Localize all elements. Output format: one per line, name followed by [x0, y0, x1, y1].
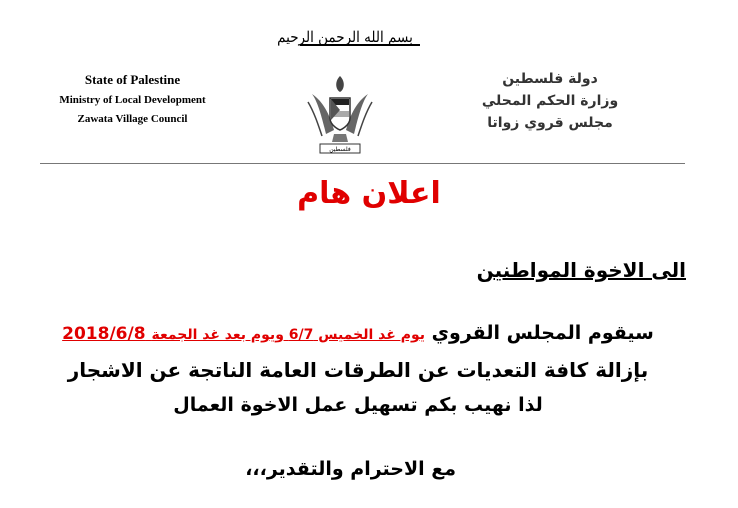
- header-divider: [40, 163, 685, 164]
- closing-regards: مع الاحترام والتقدير،،،: [245, 458, 456, 480]
- line1-highlighted-days: يوم غد الخميس 6/7 ويوم بعد غد الجمعة: [151, 327, 425, 343]
- arabic-letterhead: [470, 68, 630, 134]
- announcement-line-3: لذا نهيب بكم تسهيل عمل الاخوة العمال: [173, 394, 543, 416]
- english-state-name: State of Palestine: [84, 72, 181, 87]
- line1-text: سيقوم المجلس القروي: [425, 322, 654, 344]
- basmala-calligraphy: بسم الله الرحمن الرحيم: [277, 28, 413, 46]
- arabic-ministry-name: وزارة الحكم المحلي: [481, 93, 619, 109]
- announcement-title: اعلان هام: [297, 176, 441, 211]
- basmala-underline: [300, 44, 420, 46]
- announcement-line-1: [20, 322, 696, 344]
- english-council-name: Zawata Village Council: [77, 113, 188, 125]
- emblem-label: فلسطين: [329, 146, 351, 153]
- arabic-state-name: دولة فلسطين: [502, 71, 598, 87]
- palestine-eagle-emblem-icon: [304, 72, 376, 154]
- english-ministry-name: Ministry of Local Development: [59, 94, 206, 106]
- arabic-council-name: مجلس قروي زواتا: [487, 115, 613, 131]
- line1-highlighted-date: 2018/6/8: [62, 324, 152, 344]
- greeting-line: الى الاخوة المواطنين: [476, 258, 686, 282]
- english-letterhead: [40, 72, 225, 125]
- announcement-line-2: بإزالة كافة التعديات عن الطرقات العامة الناتجة عن الاشجار: [67, 358, 649, 382]
